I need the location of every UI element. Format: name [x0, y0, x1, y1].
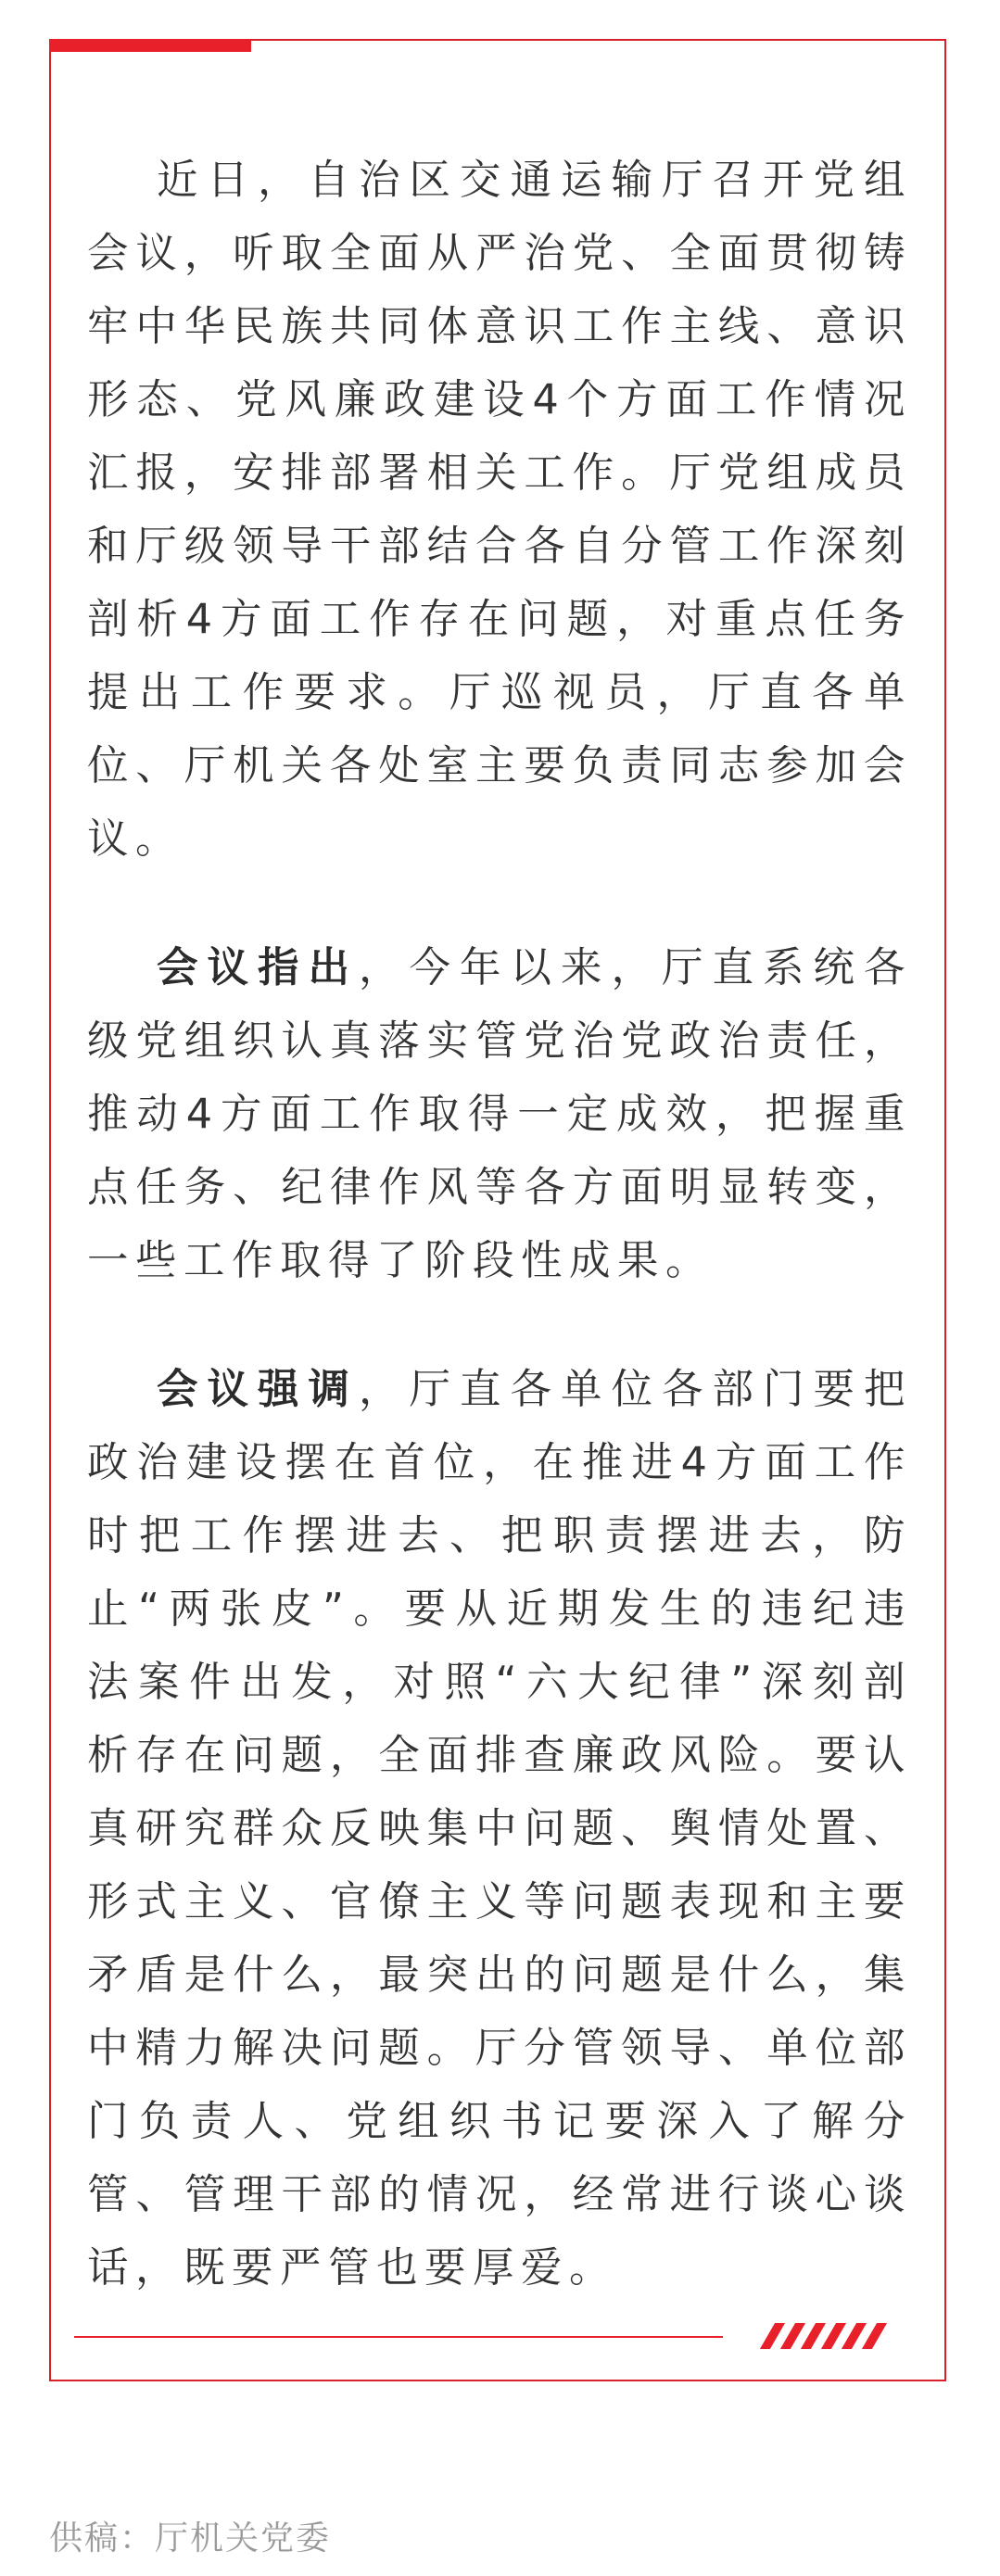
paragraph-3 [87, 1353, 912, 2305]
article-body [87, 144, 912, 2360]
paragraph-1-text: 近日，自治区交通运输厅召开党组会议，听取全面从严治党、全面贯彻铸牢中华民族共同体意识工作主线、意识形态、党风廉政建设4个方面工作情况汇报，安排部署相关工作。厅党组成员和厅级领导干部结合各自分管工作深刻剖析4方面工作存在问题，对重点任务提出工作要求。厅巡视员，厅直各单位、厅机关各处室主要负责同志参加会议。 [87, 157, 912, 863]
card-bottom-divider [74, 2336, 723, 2338]
paragraph-3-lead: 会议强调 [157, 1366, 359, 1413]
source-credit: 供稿：厅机关党委 [49, 2519, 332, 2557]
paragraph-1 [87, 144, 912, 876]
slash-decoration-icon [760, 2323, 899, 2351]
paragraph-2-text: ，今年以来，厅直系统各级党组织认真落实管党治党政治责任，推动4方面工作取得一定成效，把握重点任务、纪律作风等各方面明显转变，一些工作取得了阶段性成果。 [87, 944, 912, 1284]
paragraph-2 [87, 931, 912, 1297]
paragraph-3-text: ，厅直各单位各部门要把政治建设摆在首位，在推进4方面工作时把工作摆进去、把职责摆进去，防止“两张皮”。要从近期发生的违纪违法案件出发，对照“六大纪律”深刻剖析存在问题，全面排查廉政风险。要认真研究群众反映集中问题、舆情处置、形式主义、官僚主义等问题表现和主要矛盾是什么，最突出的问题是什么，集中精力解决问题。厅分管领导、单位部门负责人、党组织书记要深入了解分管、管理干部的情况，经常进行谈心谈话，既要严管也要厚爱。 [87, 1366, 912, 2292]
card-top-accent-bar [49, 39, 251, 52]
paragraph-2-lead: 会议指出 [157, 944, 359, 991]
